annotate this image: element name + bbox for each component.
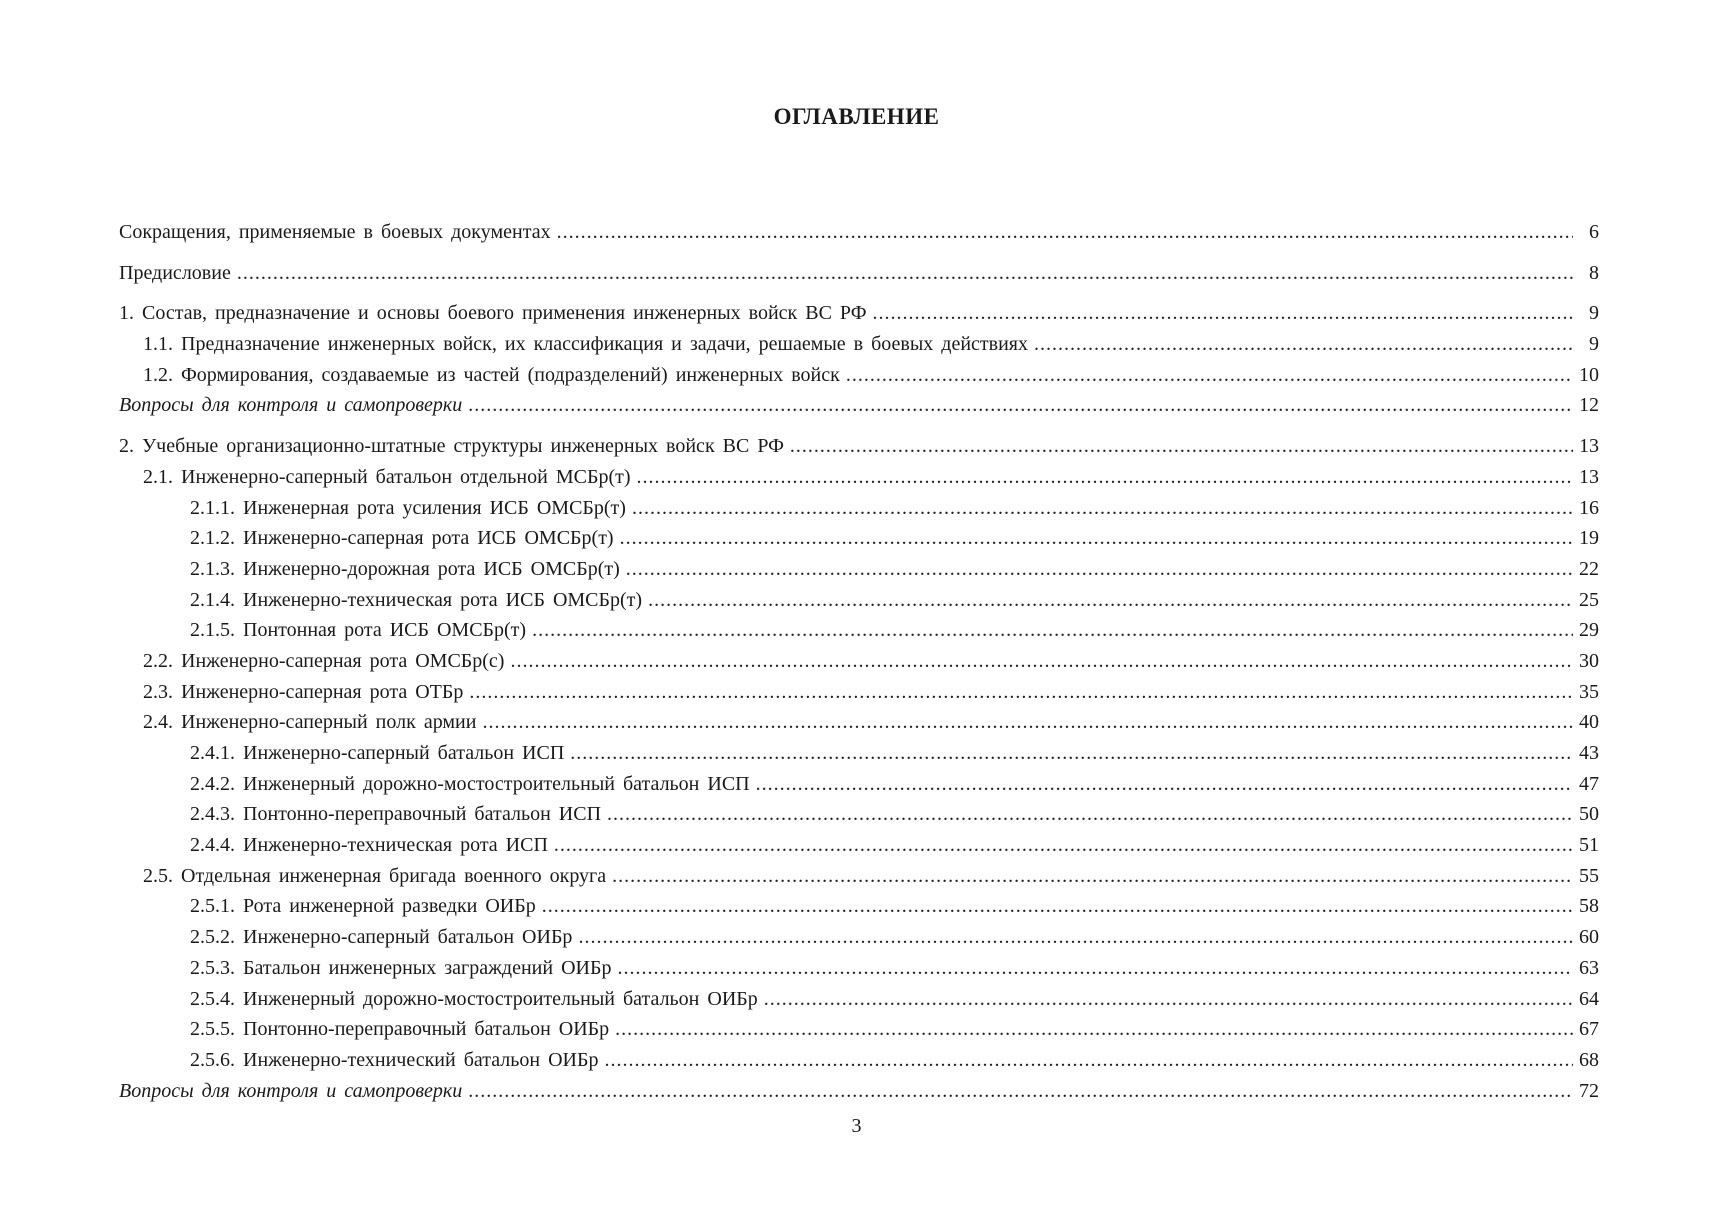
toc-entry-page: 30 xyxy=(1579,649,1599,672)
toc-entry-page: 55 xyxy=(1579,864,1599,887)
toc-leader-dots xyxy=(482,711,1573,734)
toc-leader-dots xyxy=(468,394,1573,417)
toc-entry-label: 2.1.5. Понтонная рота ИСБ ОМСБр(т) xyxy=(190,619,527,642)
toc-entry-label: Вопросы для контроля и самопроверки xyxy=(119,394,463,417)
toc-entry-page: 47 xyxy=(1579,772,1599,795)
toc-leader-dots xyxy=(873,302,1573,325)
toc-entry-label: Предисловие xyxy=(119,261,231,284)
toc-entry-page: 29 xyxy=(1579,619,1599,642)
toc-entry-page: 22 xyxy=(1579,557,1599,580)
toc-leader-dots xyxy=(637,466,1574,489)
toc-entry-label: 2.5.3. Батальон инженерных заграждений ОИБр xyxy=(190,956,612,979)
toc-entry-label: 2.5.4. Инженерный дорожно-мостостроительный батальон ОИБр xyxy=(190,987,758,1010)
toc-leader-dots xyxy=(756,773,1573,796)
toc-entry-label: 2.4.4. Инженерно-техническая рота ИСП xyxy=(190,834,548,857)
toc-entry-label: Вопросы для контроля и самопроверки xyxy=(119,1079,463,1102)
toc-entry-page: 68 xyxy=(1579,1048,1599,1071)
toc-entry-section-2-5-4[interactable] xyxy=(119,988,1599,1019)
toc-entry-label: 2.4. Инженерно-саперный полк армии xyxy=(143,711,477,734)
toc-entry-section-2-1-3[interactable] xyxy=(119,558,1599,589)
toc-leader-dots xyxy=(607,803,1573,826)
toc-entry-section-2-5[interactable] xyxy=(119,865,1599,896)
toc-entry-page: 67 xyxy=(1579,1018,1599,1041)
toc-entry-page: 13 xyxy=(1579,465,1599,488)
toc-entry-label: 2.5.1. Рота инженерной разведки ОИБр xyxy=(190,895,536,918)
toc-entry-page: 51 xyxy=(1579,834,1599,857)
toc-entry-label: 2.5.5. Понтонно-переправочный батальон ОИБр xyxy=(190,1018,610,1041)
toc-entry-page: 19 xyxy=(1579,527,1599,550)
toc-entry-section-2-4-3[interactable] xyxy=(119,803,1599,834)
toc-leader-dots xyxy=(510,650,1573,673)
toc-entry-section-1-1[interactable] xyxy=(119,333,1599,364)
toc-entry-page: 10 xyxy=(1579,363,1599,386)
toc-leader-dots xyxy=(578,926,1573,949)
toc-entry-section-2-1-2[interactable] xyxy=(119,527,1599,558)
toc-leader-dots xyxy=(626,558,1573,581)
toc-leader-dots xyxy=(557,221,1573,244)
toc-leader-dots xyxy=(764,988,1573,1011)
toc-entry-section-2-1[interactable] xyxy=(119,466,1599,497)
toc-entry-questions-1[interactable] xyxy=(119,394,1599,425)
toc-entry-label: 2.1.3. Инженерно-дорожная рота ИСБ ОМСБр(т) xyxy=(190,557,620,580)
toc-entry-label: 2.5.6. Инженерно-технический батальон ОИБр xyxy=(190,1048,599,1071)
table-of-contents xyxy=(119,221,1599,1110)
toc-entry-preface[interactable] xyxy=(119,262,1599,293)
toc-entry-section-2-5-1[interactable] xyxy=(119,895,1599,926)
toc-entry-label: 2.4.1. Инженерно-саперный батальон ИСП xyxy=(190,742,565,764)
toc-entry-page: 25 xyxy=(1579,588,1599,611)
toc-leader-dots xyxy=(617,957,1573,980)
toc-entry-section-2-5-2[interactable] xyxy=(119,926,1599,957)
toc-entry-section-2-1-1[interactable] xyxy=(119,497,1599,528)
toc-entry-page: 58 xyxy=(1579,895,1599,918)
toc-entry-section-2-4[interactable] xyxy=(119,711,1599,742)
toc-entry-label: Сокращения, применяемые в боевых документах xyxy=(119,221,551,243)
toc-leader-dots xyxy=(612,865,1573,888)
toc-leader-dots xyxy=(1034,333,1573,356)
toc-entry-page: 9 xyxy=(1589,333,1599,356)
toc-entry-section-2-1-5[interactable] xyxy=(119,619,1599,650)
toc-entry-label: 2.4.3. Понтонно-переправочный батальон ИСП xyxy=(190,803,602,826)
toc-entry-label: 1. Состав, предназначение и основы боевого применения инженерных войск ВС РФ xyxy=(119,302,867,325)
toc-entry-page: 40 xyxy=(1579,711,1599,734)
toc-leader-dots xyxy=(554,834,1573,857)
toc-entry-chapter-2[interactable] xyxy=(119,435,1599,466)
toc-entry-section-2-5-5[interactable] xyxy=(119,1018,1599,1049)
toc-leader-dots xyxy=(604,1049,1573,1072)
toc-entry-page: 63 xyxy=(1579,956,1599,979)
toc-entry-page: 35 xyxy=(1579,680,1599,703)
toc-entry-section-2-3[interactable] xyxy=(119,681,1599,712)
toc-entry-section-1-2[interactable] xyxy=(119,364,1599,395)
toc-entry-chapter-1[interactable] xyxy=(119,302,1599,333)
toc-entry-section-2-4-2[interactable] xyxy=(119,773,1599,804)
toc-entry-section-2-2[interactable] xyxy=(119,650,1599,681)
toc-leader-dots xyxy=(846,364,1573,387)
toc-leader-dots xyxy=(237,262,1573,285)
toc-entry-page: 9 xyxy=(1589,302,1599,325)
toc-entry-section-2-4-1[interactable] xyxy=(119,742,1599,773)
toc-leader-dots xyxy=(615,1018,1573,1041)
toc-entry-page: 72 xyxy=(1579,1079,1599,1102)
page-title: ОГЛАВЛЕНИЕ xyxy=(773,104,940,129)
toc-entry-abbreviations[interactable] xyxy=(119,221,1599,252)
toc-entry-label: 2.1.1. Инженерная рота усиления ИСБ ОМСБр(т) xyxy=(190,496,626,519)
toc-leader-dots xyxy=(469,681,1573,704)
page-number: 3 xyxy=(851,1115,862,1137)
toc-entry-page: 64 xyxy=(1579,987,1599,1010)
toc-leader-dots xyxy=(790,435,1573,458)
toc-entry-page: 43 xyxy=(1579,742,1599,764)
toc-entry-label: 2.5.2. Инженерно-саперный батальон ОИБр xyxy=(190,926,573,949)
toc-entry-label: 2. Учебные организационно-штатные структуры инженерных войск ВС РФ xyxy=(119,435,784,458)
toc-entry-questions-2[interactable] xyxy=(119,1080,1599,1111)
toc-entry-label: 2.1.2. Инженерно-саперная рота ИСБ ОМСБр(т) xyxy=(190,527,614,550)
toc-entry-page: 50 xyxy=(1579,803,1599,826)
toc-leader-dots xyxy=(648,589,1573,612)
toc-leader-dots xyxy=(542,895,1573,918)
toc-entry-label: 1.1. Предназначение инженерных войск, их классификация и задачи, решаемые в боевых действиях xyxy=(143,333,1029,356)
toc-leader-dots xyxy=(532,619,1573,642)
toc-entry-page: 16 xyxy=(1579,496,1599,519)
toc-leader-dots xyxy=(620,527,1573,550)
toc-entry-section-2-4-4[interactable] xyxy=(119,834,1599,865)
toc-entry-label: 1.2. Формирования, создаваемые из частей (подразделений) инженерных войск xyxy=(143,363,840,386)
toc-leader-dots xyxy=(632,497,1573,520)
toc-leader-dots xyxy=(570,742,1573,765)
toc-entry-page: 8 xyxy=(1589,261,1599,284)
toc-entry-label: 2.4.2. Инженерный дорожно-мостостроительный батальон ИСП xyxy=(190,772,750,795)
toc-entry-page: 12 xyxy=(1579,394,1599,417)
toc-entry-label: 2.1.4. Инженерно-техническая рота ИСБ ОМСБр(т) xyxy=(190,588,643,611)
toc-entry-label: 2.1. Инженерно-саперный батальон отдельной МСБр(т) xyxy=(143,465,631,488)
toc-entry-section-2-5-6[interactable] xyxy=(119,1049,1599,1080)
toc-entry-page: 6 xyxy=(1589,221,1599,243)
toc-entry-page: 13 xyxy=(1579,435,1599,458)
toc-entry-section-2-1-4[interactable] xyxy=(119,589,1599,620)
toc-entry-label: 2.2. Инженерно-саперная рота ОМСБр(с) xyxy=(143,649,505,672)
toc-entry-label: 2.3. Инженерно-саперная рота ОТБр xyxy=(143,680,464,703)
toc-entry-label: 2.5. Отдельная инженерная бригада военного округа xyxy=(143,864,607,887)
toc-entry-section-2-5-3[interactable] xyxy=(119,957,1599,988)
toc-leader-dots xyxy=(468,1080,1573,1103)
toc-entry-page: 60 xyxy=(1579,926,1599,949)
